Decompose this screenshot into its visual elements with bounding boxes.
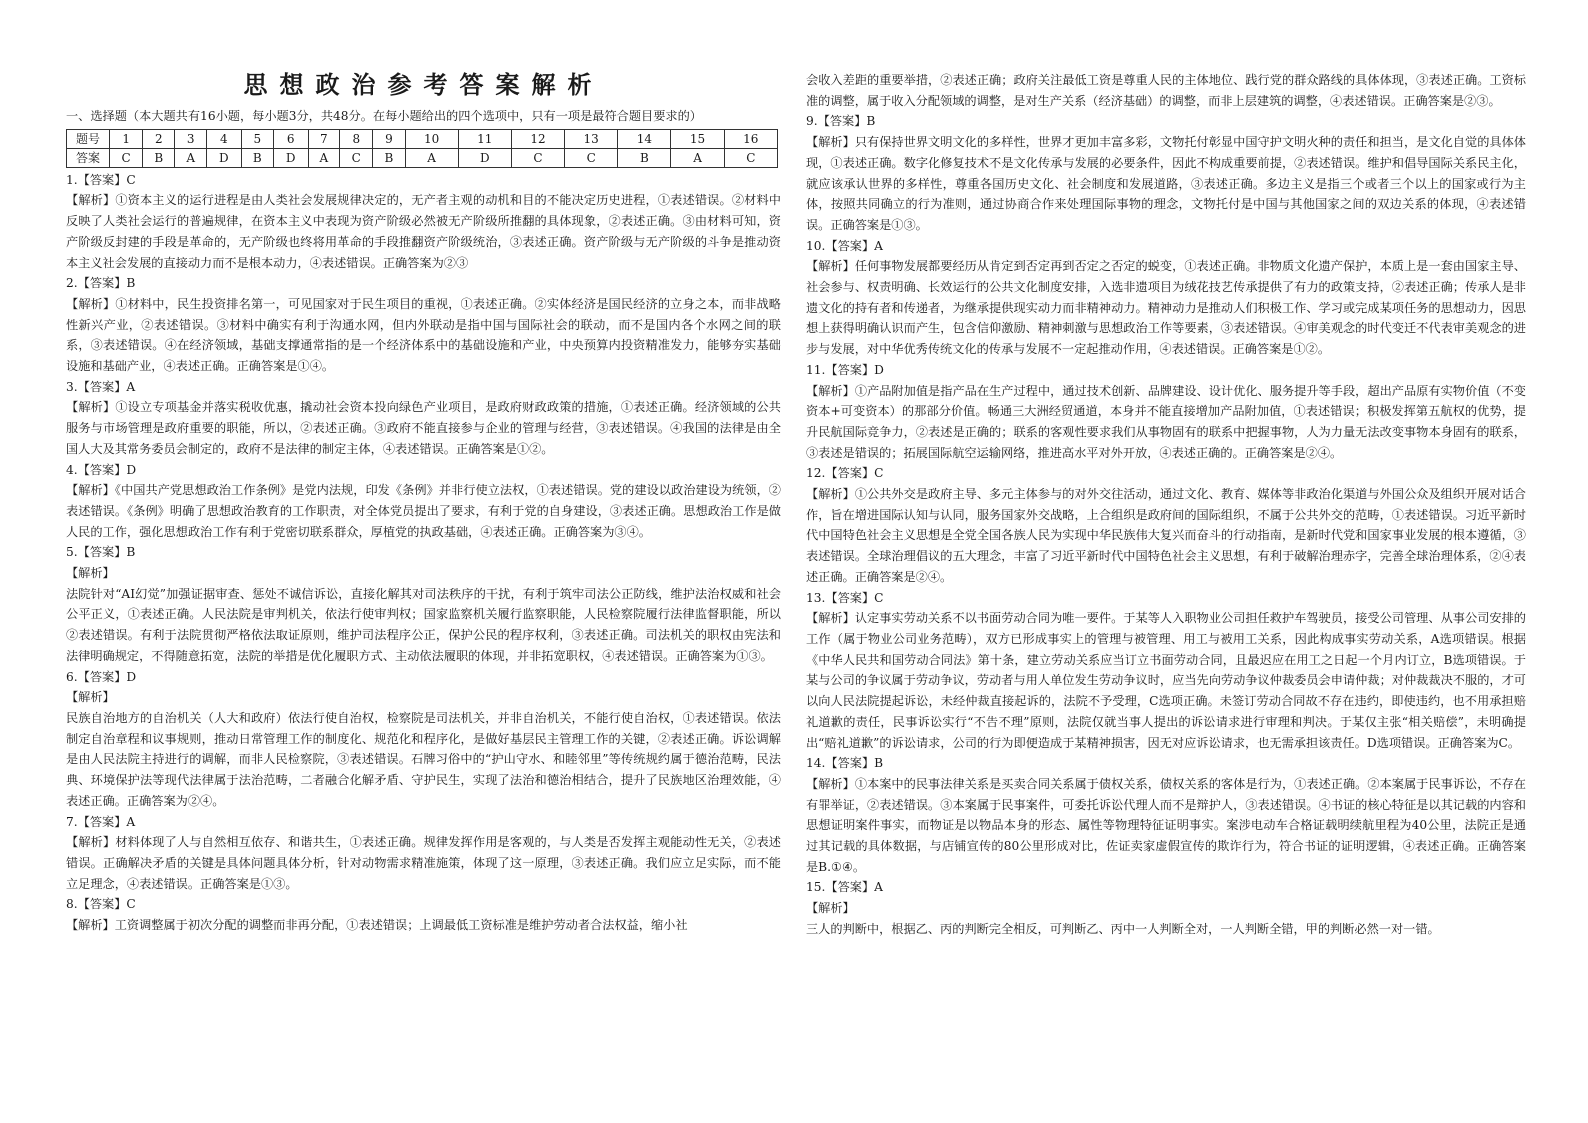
- explanation-paragraph: 【解析】材料体现了人与自然相互依存、和谐共生，①表述正确。规律发挥作用是客观的，与人类是否发挥主观能动性无关，②表述错误。正确解决矛盾的关键是具体问题具体分析，针对动物需求精准施策，体现了这一原理，③表述正确。我们应立足实际，而不能立足理念，④表述错误。正确答案是①③。: [66, 835, 781, 891]
- answer-cell: D: [458, 148, 511, 167]
- left-answer-blocks: [66, 170, 781, 936]
- answer-heading: 14.【答案】B: [806, 756, 884, 771]
- answer-heading: 10.【答案】A: [806, 238, 883, 253]
- answer-cell: C: [724, 148, 777, 167]
- answer-cell: C: [511, 148, 564, 167]
- answer-heading: 7.【答案】A: [66, 814, 136, 829]
- question-number-cell: 12: [511, 129, 564, 148]
- explanation-paragraph: 三人的判断中，根据乙、丙的判断完全相反，可判断乙、丙中一人判断全对，一人判断全错，甲的判断必然一对一错。: [806, 921, 1440, 936]
- question-number-cell: 5: [241, 129, 273, 148]
- question-number-cell: 7: [308, 129, 340, 148]
- question-number-cell: 6: [273, 129, 308, 148]
- explanation-paragraph: 【解析】①材料中，民生投资排名第一，可见国家对于民生项目的重视，①表述正确。②实体经济是国民经济的立身之本，而非战略性新兴产业，②表述错误。③材料中确实有利于沟通水网，但内外联动是指中国与国际社会的联动，而不是国内各个水网之间的联系，③表述错误。④在经济领域，基础支撑通常指的是一个经济体系中的基础设施和产业，中央预算内投资精准发力，能够夯实基础设施和基础产业，④表述正确。正确答案是①④。: [66, 296, 781, 374]
- explanation-paragraph: 【解析】只有保持世界文明文化的多样性，世界才更加丰富多彩，文物托付彰显中国守护文明火种的责任和担当，是文化自觉的具体体现，①表述正确。数字化修复技术不是文化传承与发展的必要条件，因此不构成重要前提，②表述错误。维护和倡导国际关系民主化，就应该承认世界的多样性，尊重各国历史文化、社会制度和发展道路，③表述正确。多边主义是指三个或者三个以上的国家或行为主体，按照共同确立的行为准则，通过协商合作来处理国际事物的理念，文物托付是中国与其他国家之间的双边关系的体现，④表述错误。正确答案是①③。: [806, 135, 1526, 232]
- answer-heading: 11.【答案】D: [806, 362, 884, 377]
- answer-heading: 【解析】: [66, 690, 115, 705]
- question-number-cell: 4: [206, 129, 241, 148]
- question-number-cell: 10: [405, 129, 458, 148]
- answer-table-row-label: 答案: [67, 148, 110, 167]
- question-number-cell: 2: [143, 129, 175, 148]
- answer-table-row-label: 题号: [67, 129, 110, 148]
- answer-cell: A: [175, 148, 207, 167]
- answer-cell: B: [241, 148, 273, 167]
- right-answer-blocks: [806, 70, 1526, 940]
- left-column: [66, 68, 781, 936]
- answer-table-answer-row: [67, 148, 778, 167]
- page-title: 思想政治参考答案解析: [243, 71, 604, 99]
- answer-heading: 4.【答案】D: [66, 462, 137, 477]
- question-number-cell: 14: [618, 129, 671, 148]
- explanation-paragraph: 民族自治地方的自治机关（人大和政府）依法行使自治权，检察院是司法机关，并非自治机关，不能行使自治权，①表述错误。依法制定自治章程和议事规则，推动日常管理工作的制度化、规范化和程序化，是做好基层民主管理工作的关键，②表述正确。诉讼调解是由人民法院主持进行的调解，而非人民检察院，③表述错误。石牌习俗中的“护山守水、和睦邻里”等传统规约属于德治范畴，民法典、环境保护法等现代法律属于法治范畴，二者融合化解矛盾、守护民生，实现了法治和德治相结合，提升了民族地区治理效能，④表述正确。正确答案为②④。: [66, 710, 781, 808]
- explanation-paragraph: 【解析】①设立专项基金并落实税收优惠，撬动社会资本投向绿色产业项目，是政府财政政策的措施，①表述正确。经济领域的公共服务与市场管理是政府重要的职能，所以，②表述正确。③政府不能直接参与企业的管理与经营，③表述错误。④我国的法律是由全国人大及其常务委员会制定的，政府不是法律的制定主体，④表述错误。正确答案是①②。: [66, 400, 781, 456]
- question-number-cell: 11: [458, 129, 511, 148]
- answer-cell: D: [206, 148, 241, 167]
- explanation-paragraph: 【解析】认定事实劳动关系不以书面劳动合同为唯一要件。于某等人入职物业公司担任救护车驾驶员，接受公司管理、从事公司安排的工作（属于物业公司业务范畴），双方已形成事实上的管理与被管理、用工与被用工关系，因此构成事实劳动关系，A选项错误。根据《中华人民共和国劳动合同法》第十条，建立劳动关系应当订立书面劳动合同，且最迟应在用工之日起一个月内订立，B选项错误。于某与公司的争议属于劳动争议，劳动者与用人单位发生劳动争议时，应当先向劳动争议仲裁委员会申请仲裁；对仲裁裁决不服的，才可以向人民法院提起诉讼，未经仲裁直接起诉的，法院不予受理，C选项正确。未签订劳动合同故不存在违约，即使违约，也不用承担赔礼道歉的责任，民事诉讼实行“不告不理”原则，法院仅就当事人提出的诉讼请求进行审理和判决。于某仅主张“相关赔偿”，未明确提出“赔礼道歉”的诉讼请求，公司的行为即便造成于某精神损害，因无对应诉讼请求，也无需承担该责任。D选项错误。正确答案为C。: [806, 611, 1526, 750]
- question-number-cell: 16: [724, 129, 777, 148]
- answer-cell: C: [340, 148, 373, 167]
- answer-cell: B: [618, 148, 671, 167]
- explanation-paragraph: 法院针对“AI幻觉”加强证据审查、惩处不诚信诉讼，直接化解其对司法秩序的干扰，有利于筑牢司法公正防线，维护法治权威和社会公平正义，①表述正确。人民法院是审判机关，依法行使审判权；国家监察机关履行监察职能，人民检察院履行法律监督职能，所以②表述错误。有利于法院贯彻严格依法取证原则，维护司法程序公正，保护公民的程序权利，③表述正确。司法机关的职权由宪法和法律明确规定，不得随意拓宽，法院的举措是优化履职方式、主动依法履职的体现，并非拓宽职权，④表述错误。正确答案为①③。: [66, 586, 781, 663]
- answer-cell: D: [273, 148, 308, 167]
- answer-heading: 3.【答案】A: [66, 379, 136, 394]
- answer-heading: 【解析】: [66, 566, 115, 581]
- explanation-paragraph: 【解析】①资本主义的运行进程是由人类社会发展规律决定的，无产者主观的动机和目的不能决定历史进程，①表述错误。②材料中反映了人类社会运行的普遍规律，在资本主义中表现为资产阶级必然被无产阶级所推翻的具体现象，②表述正确。③由材料可知，资产阶级反封建的手段是革命的，无产阶级也终将用革命的手段推翻资产阶级统治，③表述正确。资产阶级与无产阶级的斗争是推动资本主义社会发展的直接动力而不是根本动力，④表述错误。正确答案为②③: [66, 193, 781, 270]
- answer-cell: A: [308, 148, 340, 167]
- explanation-paragraph: 【解析】①公共外交是政府主导、多元主体参与的对外交往活动，通过文化、教育、媒体等非政治化渠道与外国公众及组织开展对话合作，旨在增进国际认知与认同，服务国家外交战略，上合组织是政府间的国际组织，不属于公共外交的范畴，①表述错误。习近平新时代中国特色社会主义思想是全党全国各族人民为实现中华民族伟大复兴而奋斗的行动指南，是新时代党和国家事业发展的根本遵循，③表述错误。全球治理倡议的五大理念，丰富了习近平新时代中国特色社会主义思想，有利于破解治理赤字，完善全球治理体系，②④表述正确。正确答案是②④。: [806, 487, 1526, 584]
- explanation-paragraph: 【解析】《中国共产党思想政治工作条例》是党内法规，印发《条例》并非行使立法权，①表述错误。党的建设以政治建设为统领，②表述错误。《条例》明确了思想政治教育的工作职责，对全体党员提出了要求，有利于党的自身建设，③表述正确。思想政治工作是做人民的工作，强化思想政治工作有利于党密切联系群众，厚植党的执政基础，④表述正确。正确答案为③④。: [66, 483, 781, 539]
- answer-heading: 6.【答案】D: [66, 669, 137, 684]
- answer-heading: 8.【答案】C: [66, 897, 136, 912]
- answer-cell: C: [110, 148, 143, 167]
- question-number-cell: 3: [175, 129, 207, 148]
- question-number-cell: 8: [340, 129, 373, 148]
- question-number-cell: 9: [373, 129, 405, 148]
- explanation-paragraph: 会收入差距的重要举措，②表述正确；政府关注最低工资是尊重人民的主体地位、践行党的群众路线的具体体现，③表述正确。工资标准的调整，属于收入分配领域的调整，是对生产关系（经济基础）的调整，而非上层建筑的调整，④表述错误。正确答案是②③。: [806, 73, 1526, 108]
- answer-heading: 15.【答案】A: [806, 880, 883, 895]
- answer-heading: 9.【答案】B: [806, 114, 876, 129]
- answer-table-number-row: [67, 129, 778, 148]
- answer-cell: C: [565, 148, 618, 167]
- answer-heading: 12.【答案】C: [806, 466, 884, 481]
- explanation-paragraph: 【解析】任何事物发展都要经历从肯定到否定再到否定之否定的蜕变，①表述正确。非物质文化遗产保护，本质上是一套由国家主导、社会参与、权责明确、长效运行的公共文化制度安排，入选非遗项目为绒花技艺传承提供了有力的政策支持，②表述正确；传承人是非遗文化的持有者和传递者，为继承提供现实动力而非精神动力。精神动力是推动人们积极工作、学习或完成某项任务的思想动力，因思想上获得明确认识而产生，包含信仰激励、精神刺激与思想政治工作等要素，③表述错误。④审美观念的时代变迁不代表审美观念的进步与发展，对中华优秀传统文化的传承与发展不一定起推动作用，④表述错误。正确答案是①②。: [806, 259, 1526, 357]
- answer-heading: 1.【答案】C: [66, 172, 136, 187]
- answer-table: [66, 129, 778, 168]
- answer-cell: B: [143, 148, 175, 167]
- explanation-paragraph: 【解析】工资调整属于初次分配的调整而非再分配，①表述错误；上调最低工资标准是维护劳动者合法权益，缩小社: [66, 918, 688, 933]
- question-number-cell: 15: [671, 129, 724, 148]
- answer-cell: A: [671, 148, 724, 167]
- answer-heading: 2.【答案】B: [66, 276, 136, 291]
- answer-heading: 5.【答案】B: [66, 545, 136, 560]
- explanation-paragraph: 【解析】①本案中的民事法律关系是买卖合同关系属于债权关系，债权关系的客体是行为，①表述正确。②本案属于民事诉讼，不存在有罪举证，②表述错误。③本案属于民事案件，可委托诉讼代理人而不是辩护人，③表述错误。④书证的核心特征是以其记载的内容和思想证明案件事实，而物证是以物品本身的形态、属性等物理特征证明事实。案涉电动车合格证载明续航里程为40公里，法院正是通过其记载的具体数据，与店铺宣传的80公里形成对比，佐证卖家虚假宣传的欺诈行为，符合书证的证明逻辑，④表述正确。正确答案是B.①④。: [806, 776, 1526, 874]
- explanation-paragraph: 【解析】①产品附加值是指产品在生产过程中，通过技术创新、品牌建设、设计优化、服务提升等手段，超出产品原有实物价值（不变资本+可变资本）的那部分价值。畅通三大洲经贸通道，本身并不能直接增加产品附加值，①表述错误；积极发挥第五航权的优势，提升民航国际竞争力，②表述是正确的；联系的客观性要求我们从事物固有的联系中把握事物，人为力量无法改变事物本身固有的联系，③表述是错误的；拓展国际航空运输网络，推进高水平对外开放，④表述正确的。正确答案是②④。: [806, 383, 1526, 460]
- right-column: [806, 70, 1526, 940]
- question-number-cell: 13: [565, 129, 618, 148]
- answer-cell: B: [373, 148, 405, 167]
- section-intro: 一、选择题（本大题共有16小题，每小题3分，共48分。在每小题给出的四个选项中，只有一项是最符合题目要求的）: [66, 109, 702, 123]
- answer-heading: 【解析】: [806, 901, 855, 916]
- answer-cell: A: [405, 148, 458, 167]
- answer-heading: 13.【答案】C: [806, 590, 884, 605]
- question-number-cell: 1: [110, 129, 143, 148]
